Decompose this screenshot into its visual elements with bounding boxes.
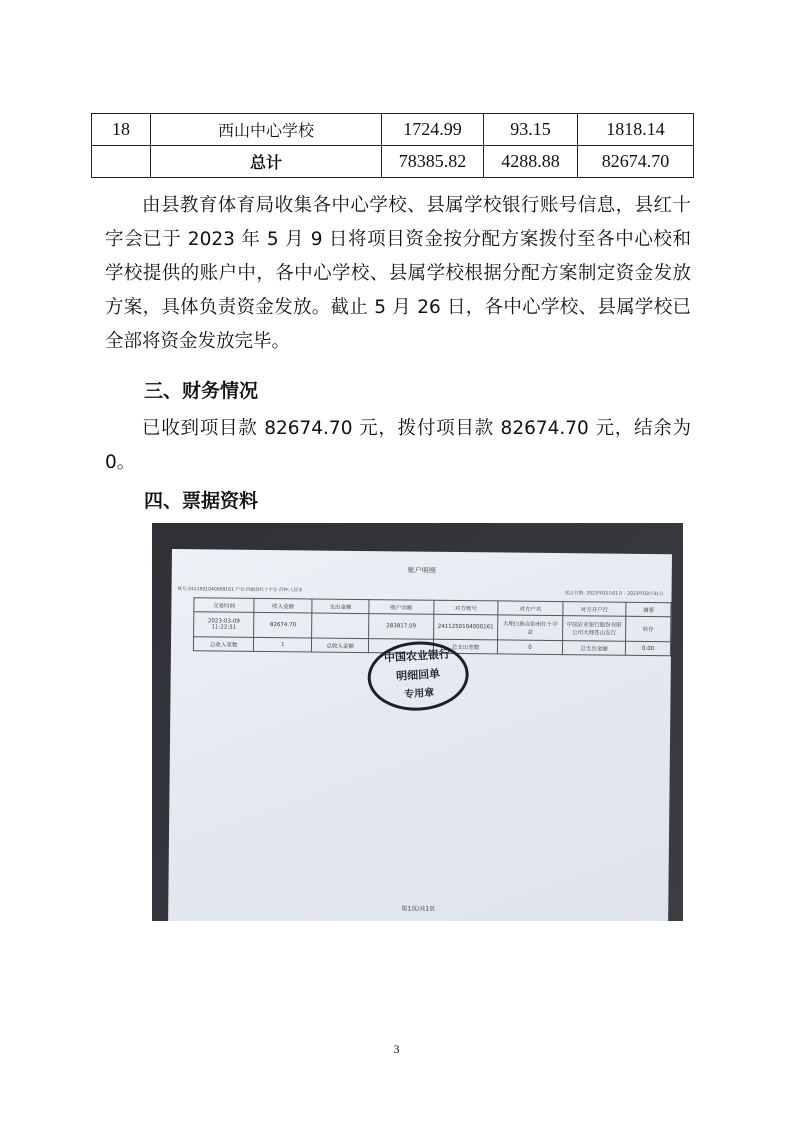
table-row (92, 146, 694, 178)
amount-b: 4288.88 (484, 146, 578, 178)
statement-title: 账户明细 (407, 566, 436, 575)
amount-a: 78385.82 (382, 146, 484, 178)
cell: 总收入笔数 (193, 637, 254, 652)
cell: 中国农业银行股份有限公司大理苍山支行 (562, 616, 626, 642)
cell: 转存 (626, 616, 671, 641)
header-cell: 对方户名 (498, 601, 563, 616)
paragraph-finance: 已收到项目款 82674.70 元，拨付项目款 82674.70 元，结余为 0。 (105, 418, 691, 473)
header-cell: 摘要 (626, 602, 671, 616)
receipt-photo (152, 523, 683, 921)
statement-date-range: 起止日期: 2023年03月01日 - 2023年03月31日 (565, 591, 664, 598)
header-cell: 交易时间 (194, 598, 255, 613)
section-heading-receipts: 四、票据资料 (144, 490, 259, 512)
amount-a: 1724.99 (382, 114, 484, 146)
header-cell: 收入金额 (254, 598, 312, 613)
cell: 总支出金额 (562, 641, 626, 656)
stamp-bank-name: 中国农业银行 (383, 647, 451, 665)
row-number: 18 (92, 114, 151, 146)
cell: 283817.09 (369, 614, 434, 640)
cell: 大理白族自治州红十字会 (498, 615, 563, 641)
cell: 2023-03-09 11:22:51 (194, 612, 255, 638)
amount-b: 93.15 (484, 114, 578, 146)
bank-stamp (366, 639, 471, 714)
table-row (92, 114, 694, 146)
statement-page-indicator: 第1页/共1页 (401, 905, 436, 913)
bank-statement (168, 549, 672, 921)
stamp-purpose: 专用章 (403, 687, 435, 701)
cell: 1 (254, 637, 312, 652)
section-heading-finance: 三、财务情况 (144, 380, 259, 402)
paragraph-distribution: 由县教育体育局收集各中心学校、县属学校银行账号信息，县红十字会已于 2023 年 5 月 9 日将项目资金按分配方案拨付至各中心校和学校提供的账户中，各中心学校、县属学校根据分配方案制定资金发放方案，具体负责资金发放。截止 5 月 26 日，各中心学校、县属学校已全部将资金发放完毕。 (105, 195, 691, 352)
header-cell: 账户余额 (369, 600, 434, 615)
allocation-table (91, 113, 694, 178)
cell: 0.00 (626, 641, 671, 655)
stamp-receipt-type: 明细回单 (395, 667, 441, 683)
amount-total: 1818.14 (578, 114, 694, 146)
header-cell: 对方账号 (433, 600, 498, 615)
cell: 0 (498, 640, 563, 655)
total-label: 总计 (151, 146, 382, 178)
school-name: 西山中心学校 (151, 114, 382, 146)
cell: 总支出笔数 (433, 639, 498, 654)
cell (312, 613, 369, 639)
row-number (92, 146, 151, 178)
cell: 总收入金额 (312, 638, 369, 653)
header-cell: 支出金额 (312, 599, 369, 614)
header-cell: 对方开户行 (563, 602, 627, 617)
amount-total: 82674.70 (578, 146, 694, 178)
cell: 82674.70 (254, 612, 312, 638)
page-number: 3 (393, 1042, 400, 1056)
cell: 2411250104000161 (433, 614, 498, 640)
statement-account: 账号:2411501040009161 户名:洱源县红十字会 币种:人民币 (177, 587, 303, 594)
